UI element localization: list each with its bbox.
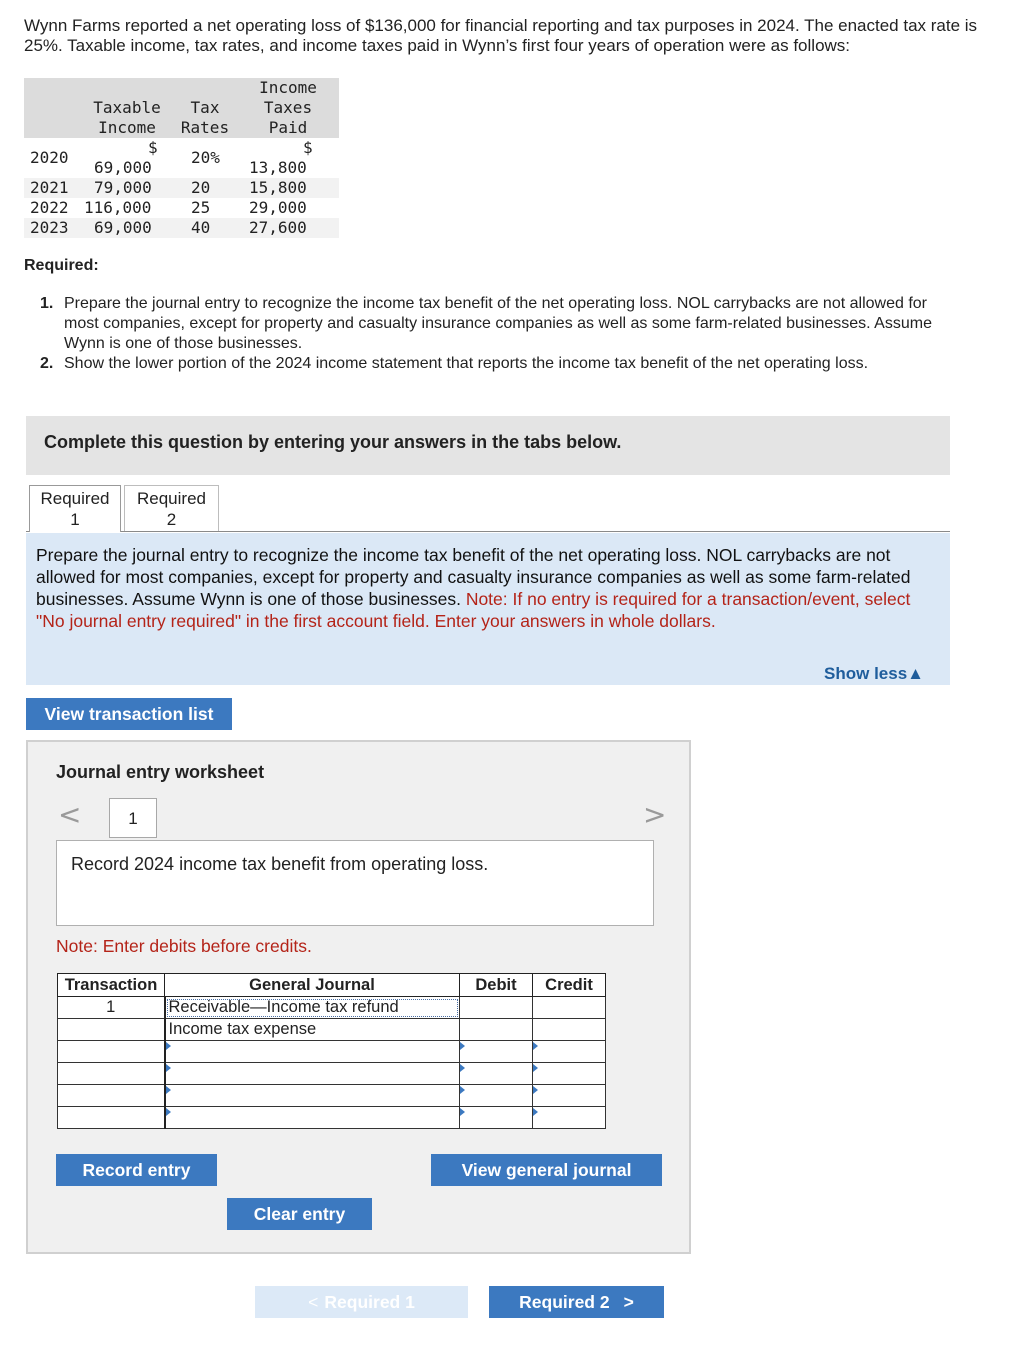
debit-field[interactable] xyxy=(460,997,533,1019)
debit-field[interactable] xyxy=(460,1085,533,1107)
item-number: 1. xyxy=(40,295,54,312)
income-cell: 116,000 xyxy=(84,198,152,217)
tax-history-table xyxy=(24,78,339,238)
transaction-cell xyxy=(58,1041,165,1063)
item-text: Show the lower portion of the 2024 income statement that reports the income tax benefit of the net operating loss. xyxy=(64,355,869,372)
show-less-link[interactable]: Show less▲ xyxy=(824,664,924,683)
transaction-cell xyxy=(58,1107,165,1129)
paid-cell: 13,800 xyxy=(249,158,307,177)
transaction-cell xyxy=(58,1063,165,1085)
column-transaction: Transaction xyxy=(58,974,165,997)
tab-divider xyxy=(26,531,950,532)
rate-cell: 25 xyxy=(191,198,211,217)
debit-field[interactable] xyxy=(460,1107,533,1129)
debits-credits-note: Note: Enter debits before credits. xyxy=(56,936,312,956)
debit-field[interactable] xyxy=(460,1063,533,1085)
journal-row xyxy=(58,997,606,1019)
credit-field[interactable] xyxy=(533,1085,606,1107)
dropdown-marker-icon xyxy=(166,1064,171,1072)
journal-row xyxy=(58,1019,606,1041)
header-taxable-2: Income xyxy=(98,118,156,137)
header-rates-1: Tax xyxy=(190,98,220,117)
next-required-label: Required 2 xyxy=(519,1292,610,1312)
view-general-journal-button[interactable]: View general journal xyxy=(431,1154,662,1186)
debit-field[interactable] xyxy=(460,1019,533,1041)
chevron-left-icon: < xyxy=(308,1292,319,1312)
instructions-note: Note: If no entry is required for a transaction/event, select "No journal entry required" in the first account field. Enter your answers in whole dollars. xyxy=(36,589,911,631)
account-field[interactable]: Receivable—Income tax refund xyxy=(165,997,460,1019)
entry-description-box xyxy=(56,840,654,926)
tab-label: Required xyxy=(137,489,206,508)
debit-field[interactable] xyxy=(460,1041,533,1063)
chevron-right-icon: > xyxy=(623,1292,634,1312)
dropdown-marker-icon xyxy=(460,1108,465,1116)
tab-required-2[interactable] xyxy=(124,485,219,531)
tab-instructions xyxy=(26,533,950,685)
income-cell: 69,000 xyxy=(94,158,152,177)
account-field[interactable] xyxy=(165,1107,460,1129)
year-cell: 2023 xyxy=(30,218,69,237)
table-row xyxy=(24,218,339,238)
account-field[interactable] xyxy=(165,1041,460,1063)
income-cell: 69,000 xyxy=(94,218,152,237)
banner-text: Complete this question by entering your answers in the tabs below. xyxy=(44,432,622,452)
instructions-body xyxy=(36,544,936,632)
credit-field[interactable] xyxy=(533,1019,606,1041)
header-rates-2: Rates xyxy=(180,118,230,137)
next-required-button[interactable] xyxy=(489,1286,664,1318)
account-field[interactable]: Income tax expense xyxy=(165,1019,460,1041)
header-taxable-1: Taxable xyxy=(93,98,161,117)
worksheet-title: Journal entry worksheet xyxy=(56,762,265,782)
account-field[interactable] xyxy=(165,1085,460,1107)
journal-header-row xyxy=(58,974,606,997)
rate-cell: 20 xyxy=(191,178,211,197)
dropdown-marker-icon xyxy=(460,1042,465,1050)
entry-page-number[interactable]: 1 xyxy=(109,798,157,838)
credit-field[interactable] xyxy=(533,1063,606,1085)
paid-cell: 15,800 xyxy=(249,178,307,197)
entry-description: Record 2024 income tax benefit from operating loss. xyxy=(71,854,489,874)
view-transaction-list-button[interactable]: View transaction list xyxy=(26,698,232,730)
tab-required-1[interactable] xyxy=(29,485,121,532)
journal-row xyxy=(58,1063,606,1085)
header-paid-1: Income xyxy=(259,78,317,97)
tab-number: 2 xyxy=(166,510,177,529)
problem-intro: Wynn Farms reported a net operating loss of $136,000 for financial reporting and tax purposes in 2024. The enacted tax rate is 25%. Taxable income, tax rates, and income taxes paid in Wynn’s first four years of operation were as follows: xyxy=(24,16,978,55)
table-row xyxy=(24,138,339,178)
paid-cell: 29,000 xyxy=(249,198,307,217)
dropdown-marker-icon xyxy=(533,1108,538,1116)
dropdown-marker-icon xyxy=(533,1042,538,1050)
column-debit: Debit xyxy=(460,974,533,997)
table-header xyxy=(24,78,339,138)
prev-required-label: Required 1 xyxy=(324,1292,415,1312)
column-credit: Credit xyxy=(533,974,606,997)
table-row xyxy=(24,178,339,198)
year-cell: 2020 xyxy=(30,148,69,167)
required-item-2 xyxy=(40,354,965,374)
tab-label: Required xyxy=(40,489,110,508)
item-number: 2. xyxy=(40,355,54,372)
dropdown-marker-icon xyxy=(460,1086,465,1094)
instructions-text: Prepare the journal entry to recognize the income tax benefit of the net operating loss. NOL carrybacks are not allowed for most companies, except for property and casualty insurance companies as well as some farm-related businesses. Assume Wynn is one of those businesses. xyxy=(36,545,911,609)
instruction-banner xyxy=(26,416,950,475)
credit-field[interactable] xyxy=(533,1041,606,1063)
column-general-journal: General Journal xyxy=(165,974,460,997)
year-cell: 2022 xyxy=(30,198,69,217)
prev-entry-icon[interactable]: < xyxy=(58,798,82,831)
required-heading: Required: xyxy=(24,257,99,274)
dropdown-marker-icon xyxy=(166,1086,171,1094)
dropdown-marker-icon xyxy=(460,1064,465,1072)
tab-number: 1 xyxy=(70,510,80,529)
next-entry-icon[interactable]: > xyxy=(643,798,667,831)
journal-row xyxy=(58,1107,606,1129)
required-item-1 xyxy=(40,294,965,354)
transaction-cell: 1 xyxy=(58,997,165,1019)
general-journal-table xyxy=(57,973,606,1129)
credit-field[interactable] xyxy=(533,1107,606,1129)
header-paid-3: Paid xyxy=(268,118,308,137)
dropdown-marker-icon xyxy=(166,1108,171,1116)
paid-cell: 27,600 xyxy=(249,218,307,237)
rate-cell: 20% xyxy=(191,148,220,167)
currency-symbol: $ xyxy=(303,138,313,157)
transaction-cell xyxy=(58,1019,165,1041)
dropdown-marker-icon xyxy=(166,1042,171,1050)
required-list xyxy=(40,294,965,374)
dropdown-marker-icon xyxy=(533,1086,538,1094)
year-cell: 2021 xyxy=(30,178,69,197)
transaction-cell xyxy=(58,1085,165,1107)
credit-field[interactable] xyxy=(533,997,606,1019)
table-row xyxy=(24,198,339,218)
item-text: Prepare the journal entry to recognize the income tax benefit of the net operating loss. NOL carrybacks are not allowed for most companies, except for property and casualty insurance companies as well as some farm-related businesses. Assume Wynn is one of those businesses. xyxy=(64,295,932,352)
rate-cell: 40 xyxy=(191,218,211,237)
journal-row xyxy=(58,1085,606,1107)
record-entry-button[interactable]: Record entry xyxy=(56,1154,217,1186)
header-paid-2: Taxes xyxy=(263,98,313,117)
dropdown-marker-icon xyxy=(533,1064,538,1072)
clear-entry-button[interactable]: Clear entry xyxy=(227,1198,372,1230)
income-cell: 79,000 xyxy=(94,178,152,197)
prev-required-button[interactable] xyxy=(255,1286,468,1318)
currency-symbol: $ xyxy=(148,138,158,157)
journal-row xyxy=(58,1041,606,1063)
account-field[interactable] xyxy=(165,1063,460,1085)
